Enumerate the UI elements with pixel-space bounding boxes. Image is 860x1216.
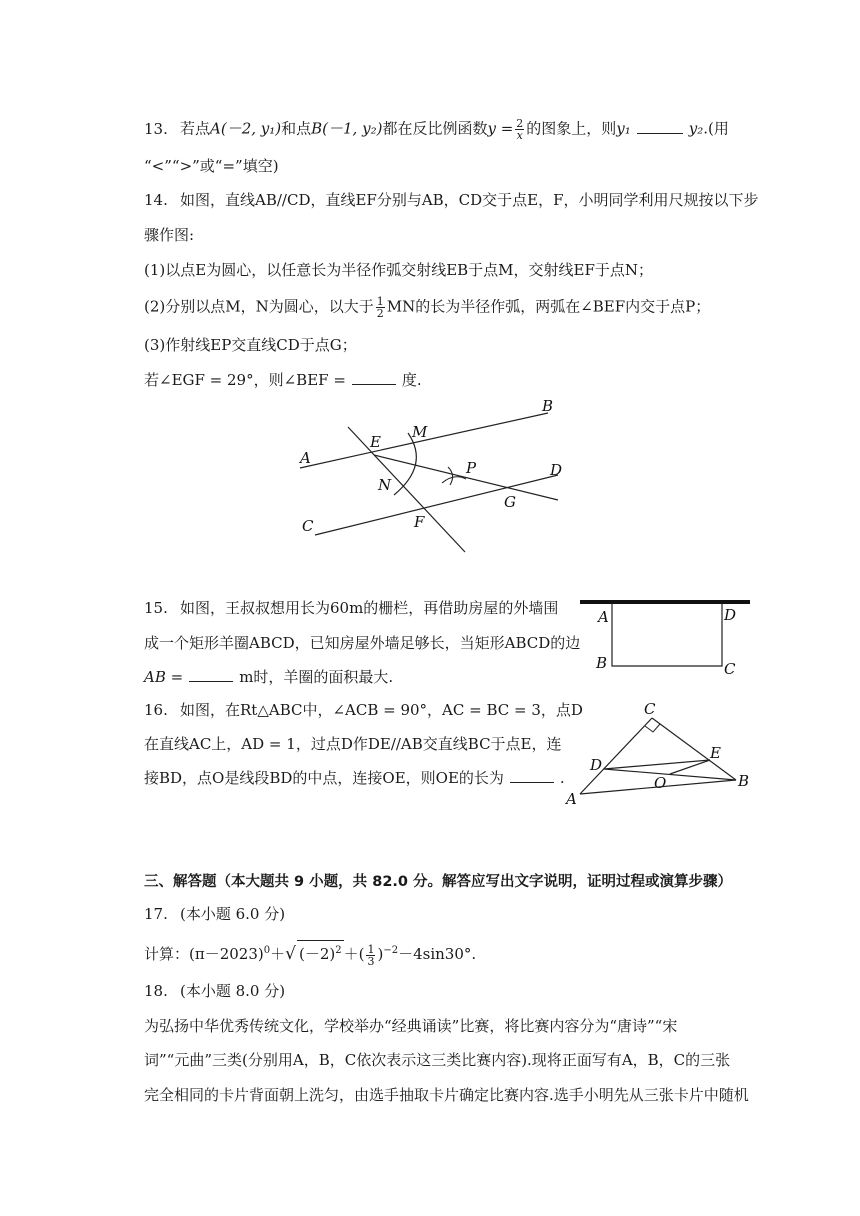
q14-answer-blank[interactable] (352, 370, 396, 385)
q14-step2: (2)分别以点M，N为圆心，以大于 $\frac{1}{2}$ MN的长为半径作弧，两弧在∠BEF内交于点P； (144, 295, 711, 320)
arc-p1 (448, 467, 453, 485)
q14-line2: 骤作图: (144, 226, 195, 244)
label-f: F (414, 513, 425, 531)
label-c: C (724, 660, 736, 678)
q13-answer-blank[interactable] (637, 119, 683, 134)
q15-figure (578, 596, 754, 680)
q13-line2: “<”“>”或“=”填空) (144, 157, 279, 175)
q17-expression: 计算：$(\pi-2023)^0+√$ $(-2)^2$ ＋( $\frac{1}{3}$ )$^{-2}$－4sin30°. (144, 940, 476, 967)
label-a: A (300, 449, 311, 467)
label-e: E (370, 433, 381, 451)
q14-question: 若∠EGF = 29°，则∠BEF = 度. (144, 371, 422, 389)
q13-number: 13. (144, 119, 168, 138)
q13-line1: 13. 若点A(－2, y₁)和点B(－1, y₂)都在反比例函数y = $\frac{2}{x}$ 的图象上，则y₁ y₂.(用 (144, 117, 729, 142)
label-d: D (590, 756, 603, 774)
label-c: C (644, 700, 656, 718)
q17-number: 17. (144, 905, 168, 923)
label-a: A (598, 608, 609, 626)
q18-body-line3: 完全相同的卡片背面朝上洗匀，由选手抽取卡片确定比赛内容.选手小明先从三张卡片中随机 (144, 1086, 749, 1104)
label-b: B (738, 772, 750, 790)
line-cd (315, 475, 558, 535)
q18-body-line1: 为弘扬中华优秀传统文化，学校举办“经典诵读”比赛，将比赛内容分为“唐诗”“宋 (144, 1017, 678, 1035)
segment-cb (652, 718, 736, 780)
q14-step1: (1)以点E为圆心，以任意长为半径作弧交射线EB于点M，交射线EF于点N； (144, 261, 654, 279)
q16-figure (560, 696, 756, 808)
q14-figure (290, 395, 580, 560)
label-d: D (550, 461, 563, 479)
right-angle-mark (645, 724, 660, 732)
segment-de (604, 760, 710, 769)
q17-fraction: $\frac{1}{3}$ (367, 942, 375, 968)
q14-line1: 14. 如图，直线AB//CD，直线EF分别与AB，CD交于点E，F，小明同学利用尺规按以下步 (144, 191, 759, 209)
q15-line1: 15. 如图，王叔叔想用长为60m的栅栏，再借助房屋的外墙围 (144, 599, 559, 617)
label-n: N (378, 476, 392, 494)
q15-line3: AB = m时，羊圈的面积最大. (144, 668, 394, 686)
label-d: D (724, 606, 737, 624)
q15-answer-blank[interactable] (189, 667, 233, 682)
arc-p2 (442, 477, 466, 483)
label-b: B (542, 397, 554, 415)
q16-line2: 在直线AC上，AD = 1，过点D作DE//AB交直线BC于点E，连 (144, 735, 562, 753)
section-3-heading: 三、解答题（本大题共 9 小题，共 82.0 分。解答应写出文字说明，证明过程或演算步骤） (144, 874, 733, 890)
label-b: B (596, 654, 608, 672)
q13-fraction: $\frac{2}{x}$ (516, 117, 524, 142)
q17-sqrt: $(-2)^2$ (297, 940, 344, 964)
q18-line1: 18. (本小题 8.0 分) (144, 982, 286, 1000)
q17-line1: 17. (本小题 6.0 分) (144, 905, 286, 923)
line-ef (348, 427, 465, 552)
label-a: A (566, 790, 577, 808)
q15-number: 15. (144, 599, 168, 617)
q15-line2: 成一个矩形羊圈ABCD，已知房屋外墙足够长，当矩形ABCD的边 (144, 634, 581, 652)
q14-number: 14. (144, 191, 168, 209)
q16-number: 16. (144, 701, 168, 719)
label-p: P (466, 459, 477, 477)
label-m: M (412, 423, 428, 441)
q18-number: 18. (144, 982, 168, 1000)
q16-line3: 接BD，点O是线段BD的中点，连接OE，则OE的长为 . (144, 769, 565, 787)
q16-answer-blank[interactable] (510, 768, 554, 783)
fence-rectangle (612, 604, 722, 666)
segment-bd (604, 769, 736, 780)
label-e: E (710, 744, 721, 762)
q14-fraction: $\frac{1}{2}$ (376, 295, 384, 320)
q14-step3: (3)作射线EP交直线CD于点G； (144, 336, 357, 354)
label-g: G (504, 493, 516, 511)
q16-line1: 16. 如图，在Rt△ABC中，∠ACB = 90°，AC = BC = 3，点D (144, 701, 583, 719)
label-o: O (654, 774, 667, 792)
label-c: C (302, 517, 314, 535)
q18-body-line2: 词”“元曲”三类(分别用A，B，C依次表示这三类比赛内容).现将正面写有A，B，C的三张 (144, 1051, 731, 1069)
